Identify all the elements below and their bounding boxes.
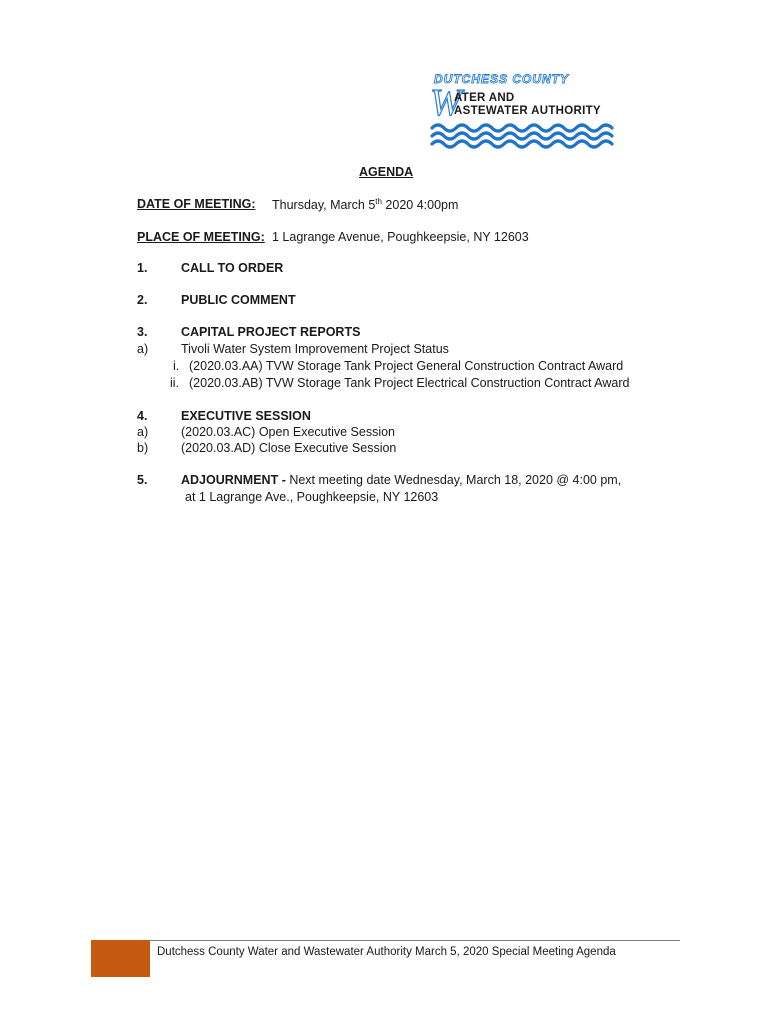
waves-icon	[428, 120, 618, 150]
item-5-text: Next meeting date Wednesday, March 18, 2020 @ 4:00 pm,	[285, 473, 622, 487]
item-4b-label: b)	[137, 441, 149, 455]
item-3a-ii-text: (2020.03.AB) TVW Storage Tank Project Electrical Construction Contract Award	[189, 376, 630, 390]
item-1-number: 1.	[137, 261, 148, 275]
item-4-title: EXECUTIVE SESSION	[181, 409, 311, 423]
item-3a-i-label: i.	[173, 359, 180, 373]
agenda-title: AGENDA	[359, 165, 414, 179]
item-3a-i-text: (2020.03.AA) TVW Storage Tank Project General Construction Contract Award	[189, 359, 624, 373]
item-3-number: 3.	[137, 325, 148, 339]
footer-rule	[150, 940, 680, 941]
logo-w-letter: W	[430, 82, 462, 124]
authority-logo	[428, 72, 618, 150]
footer-text: Dutchess County Water and Wastewater Authority March 5, 2020 Special Meeting Agenda	[157, 946, 616, 958]
item-3a-label: a)	[137, 342, 149, 356]
place-label: PLACE OF MEETING:	[137, 230, 265, 244]
item-1-title: CALL TO ORDER	[181, 261, 284, 275]
item-2-number: 2.	[137, 293, 148, 307]
item-4b-text: (2020.03.AD) Close Executive Session	[181, 441, 397, 455]
item-4-number: 4.	[137, 409, 148, 423]
place-value: 1 Lagrange Avenue, Poughkeepsie, NY 12603	[272, 230, 529, 244]
item-3-title: CAPITAL PROJECT REPORTS	[181, 325, 361, 339]
item-3a-ii-label: ii.	[170, 376, 180, 390]
item-4a-label: a)	[137, 425, 149, 439]
logo-line-water: ATER AND	[454, 92, 515, 104]
item-3a-text: Tivoli Water System Improvement Project Status	[181, 342, 449, 356]
item-5-text-line2: at 1 Lagrange Ave., Poughkeepsie, NY 12603	[185, 490, 439, 504]
item-5-line	[181, 473, 621, 487]
date-label: DATE OF MEETING:	[137, 197, 256, 211]
item-4a-text: (2020.03.AC) Open Executive Session	[181, 425, 396, 439]
footer-accent-bar	[91, 940, 150, 977]
logo-county-text: DUTCHESS COUNTY	[434, 72, 570, 86]
date-value: Thursday, March 5th 2020 4:00pm	[272, 197, 459, 213]
logo-line-wastewater: ASTEWATER AUTHORITY	[454, 105, 601, 117]
item-5-number: 5.	[137, 473, 148, 487]
item-2-title: PUBLIC COMMENT	[181, 293, 296, 307]
item-5-title: ADJOURNMENT -	[181, 473, 286, 487]
